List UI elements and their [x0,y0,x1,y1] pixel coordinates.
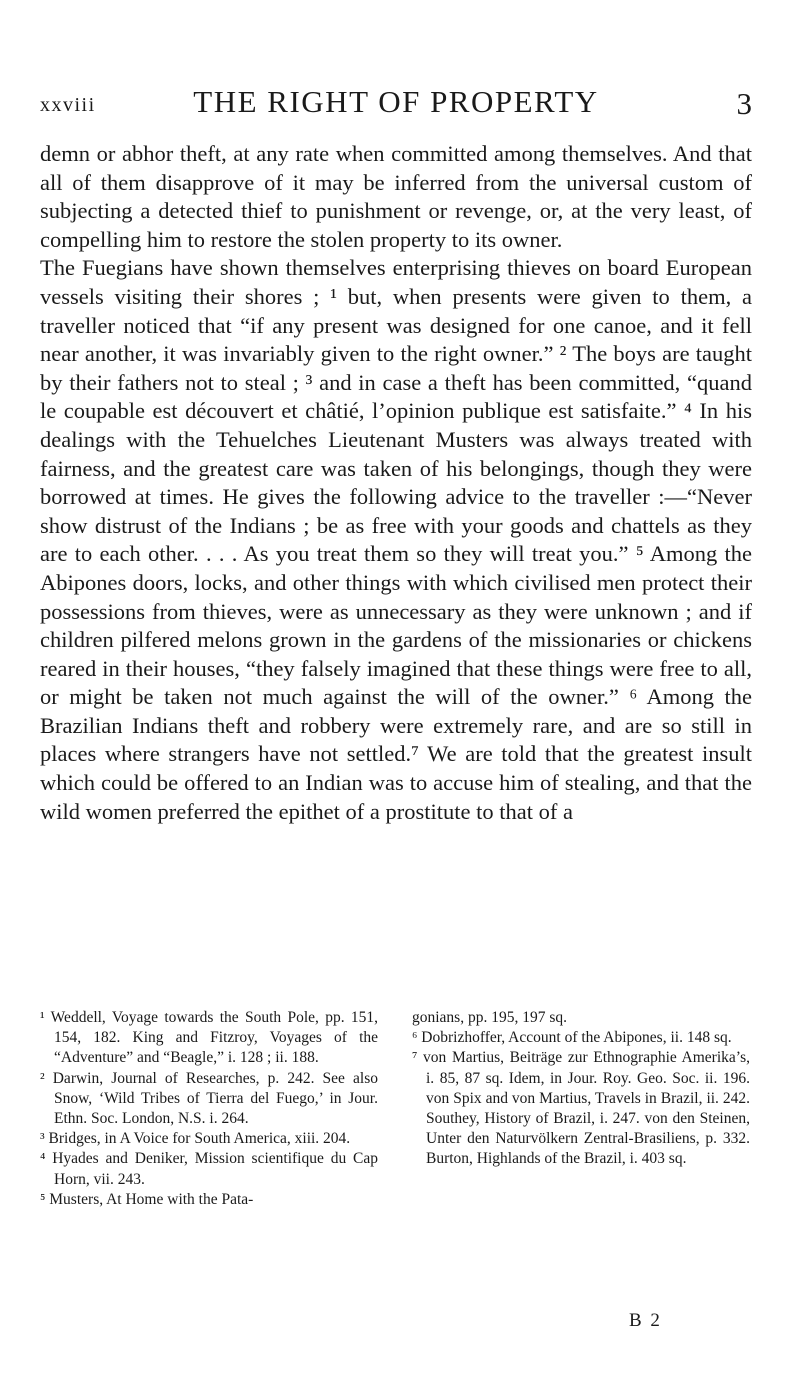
footnote-5-continued: gonians, pp. 195, 197 sq. [412,1009,567,1026]
folio-label: xxviii [40,94,96,116]
footnote-4: ⁴ Hyades and Deniker, Mission scientifique du Cap Horn, vii. 243. [40,1150,378,1188]
footnotes-right-column [412,1008,750,1170]
running-header [40,84,752,124]
footnote-2: ² Darwin, Journal of Researches, p. 242. See also Snow, ‘Wild Tribes of Tierra del Fuego,’ in Jour. Ethn. Soc. London, N.S. i. 264. [40,1069,378,1128]
footnotes-left-column [40,1008,378,1210]
signature-mark: B 2 [629,1310,662,1331]
footnote-3: ³ Bridges, in A Voice for South America, xiii. 204. [40,1130,351,1148]
footnote-7: ⁷ von Martius, Beiträge zur Ethnographie Amerika’s, i. 85, 87 sq. Idem, in Jour. Roy. Geo. Soc. ii. 196. von Spix and von Martius, Travels in Brazil, ii. 242. Southey, History of Brazil, i. 247. von den Steinen, Unter den Naturvölkern Zentral-Brasiliens, p. 332. Burton, Highlands of the Brazil, i. 403 sq. [412,1049,750,1168]
paragraph-1: demn or abhor theft, at any rate when committed among themselves. And that all of them disapprove of it may be inferred from the universal custom of subjecting a detected thief to punishment or revenge, or, at the very least, of compelling him to restore the stolen property to its owner. [40,141,752,252]
footnote-1: ¹ Weddell, Voyage towards the South Pole, pp. 151, 154, 182. King and Fitzroy, Voyages of the “Adventure” and “Beagle,” i. 128 ; ii. 188. [40,1009,378,1067]
body-text [40,140,752,826]
paragraph-2: The Fuegians have shown themselves enterprising thieves on board European vessels visiting their shores ; ¹ but, when presents were given to them, a traveller noticed that “if any present was designed for one canoe, and it fell near another, it was invariably given to the right owner.” ² The boys are taught by their fathers not to steal ; ³ and in case a theft has been committed, “quand le coupable est découvert et châtié, l’opinion publique est satisfaite.” ⁴ In his dealings with the Tehuelches Lieutenant Musters was always treated with fairness, and the greatest care was taken of his belongings, though they were borrowed at times. He gives the following advice to the traveller :—“Never show distrust of the Indians ; be as free with your goods and chattels as they are to each other. . . . As you treat them so they will treat you.” ⁵ Among the Abipones doors, locks, and other things with which civilised men protect their possessions from thieves, were as unnecessary as they were unknown ; and if children pilfered melons grown in the gardens of the missionaries or chickens reared in their houses, “they falsely imagined that these things were free to all, or might be taken not much against the will of the owner.” ⁶ Among the Brazilian Indians theft and robbery were extremely rare, and are so still in places where strangers have not settled.⁷ We are told that the greatest insult which could be offered to an Indian was to accuse him of stealing, and that the wild women preferred the epithet of a prostitute to that of a [40,255,752,824]
footnote-6: ⁶ Dobrizhoffer, Account of the Abipones, ii. 148 sq. [412,1029,732,1047]
footnote-5: ⁵ Musters, At Home with the Pata- [40,1190,254,1208]
running-title: THE RIGHT OF PROPERTY [193,84,599,119]
page-number: 3 [736,86,752,121]
